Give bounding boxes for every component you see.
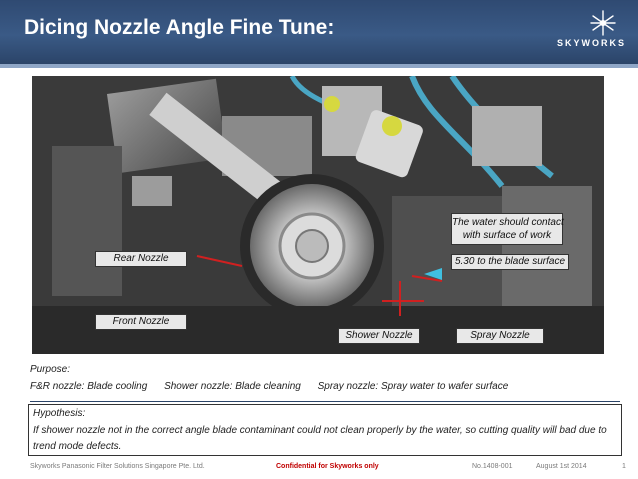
purpose-item: Shower nozzle: Blade cleaning xyxy=(164,381,301,392)
footer-page-number: 1 xyxy=(622,463,626,470)
footer-doc-number: No.1408-001 xyxy=(472,463,513,470)
hypothesis-label: Hypothesis: xyxy=(33,408,86,419)
callout-angle-note: 5.30 to the blade surface xyxy=(451,254,569,270)
callout-front-nozzle: Front Nozzle xyxy=(95,314,187,330)
skyworks-logo xyxy=(530,6,626,56)
callout-water-contact-line2: with surface of work xyxy=(462,230,552,241)
footer-confidential: Confidential for Skyworks only xyxy=(276,463,379,470)
section-divider xyxy=(30,401,620,402)
purpose-item: Spray nozzle: Spray water to wafer surface xyxy=(317,381,509,392)
hypothesis-box xyxy=(28,404,622,456)
callout-rear-nozzle: Rear Nozzle xyxy=(95,251,187,267)
footer-date: August 1st 2014 xyxy=(536,463,587,470)
footer-company: Skyworks Panasonic Filter Solutions Singapore Pte. Ltd. xyxy=(30,463,205,470)
callout-water-contact xyxy=(451,213,563,245)
purpose-list xyxy=(30,381,522,392)
logo-wordmark: SKYWORKS xyxy=(556,38,626,48)
callout-spray-nozzle: Spray Nozzle xyxy=(456,328,544,344)
callout-water-contact-line1: The water should contact xyxy=(452,217,564,228)
purpose-item: F&R nozzle: Blade cooling xyxy=(30,381,148,392)
header-accent-stripe xyxy=(0,64,638,68)
slide-title: Dicing Nozzle Angle Fine Tune: xyxy=(24,16,335,39)
purpose-label: Purpose: xyxy=(30,364,71,375)
callout-shower-nozzle: Shower Nozzle xyxy=(338,328,420,344)
hypothesis-text: If shower nozzle not in the correct angle blade contaminant could not clean properly by the water, so cutting quality will bad due to trend mode defects. xyxy=(33,425,607,452)
skyworks-starburst-icon xyxy=(588,8,618,38)
